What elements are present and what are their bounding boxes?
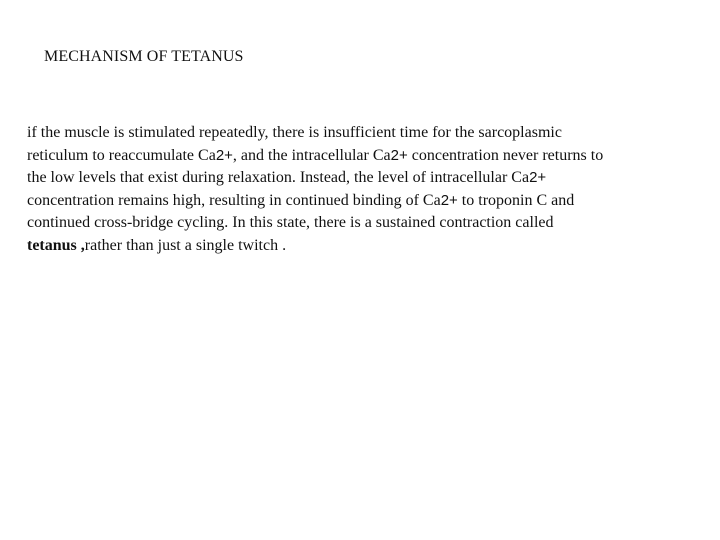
calcium-charge: 2+ (390, 146, 408, 164)
body-paragraph (27, 122, 689, 258)
text-line-4 (27, 190, 689, 213)
text-segment: rather than just a single twitch . (84, 236, 287, 254)
tetanus-term: tetanus , (27, 236, 85, 254)
calcium-charge: 2+ (215, 146, 233, 164)
text-line-3 (27, 167, 689, 190)
text-line-5 (27, 212, 689, 235)
text-segment: continued cross-bridge cycling. In this state, there is a sustained contraction called (27, 214, 554, 232)
text-segment: the low levels that exist during relaxation. Instead, the level of intracellular Ca (27, 169, 530, 187)
text-segment: to troponin C and (457, 191, 575, 209)
text-line-2 (27, 145, 689, 168)
text-segment: , and the intracellular Ca (232, 146, 391, 164)
text-segment: concentration remains high, resulting in continued binding of Ca (27, 191, 441, 209)
text-segment: if the muscle is stimulated repeatedly, there is insufficient time for the sarcoplasmic (27, 124, 562, 141)
text-line-1 (27, 122, 689, 145)
text-segment: concentration never returns to (407, 146, 604, 164)
slide-title: MECHANISM OF TETANUS (44, 48, 244, 65)
calcium-charge: 2+ (440, 191, 458, 209)
text-segment: reticulum to reaccumulate Ca (27, 146, 216, 164)
calcium-charge: 2+ (529, 169, 547, 187)
text-line-6 (27, 235, 689, 258)
